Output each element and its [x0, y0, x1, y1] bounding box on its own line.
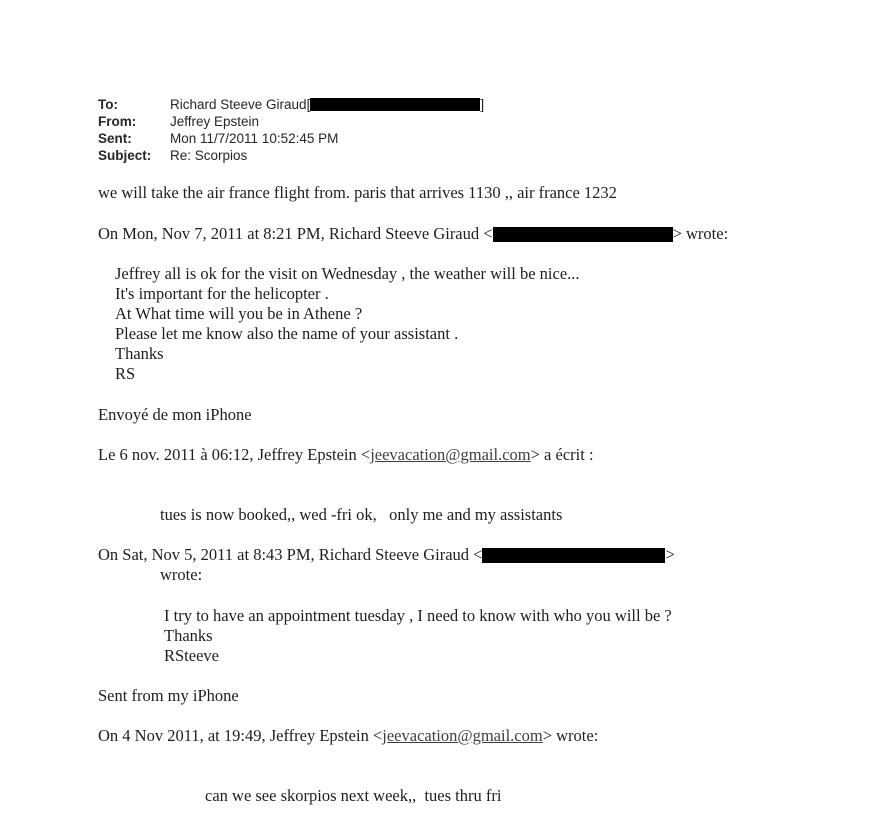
email-body	[98, 183, 850, 806]
to-value-close-bracket: ]	[480, 97, 485, 112]
sender-email-link[interactable]: jeevacation@gmail.com	[370, 445, 531, 464]
quote4-attribution	[98, 726, 850, 746]
quote3-line: I try to have an appointment tuesday , I need to know with who you will be ?	[164, 606, 672, 625]
quote3-line: RSteeve	[164, 646, 219, 665]
quote1-attribution	[98, 224, 850, 244]
quote2-attribution	[98, 445, 850, 465]
sender-email-link[interactable]: jeevacation@gmail.com	[382, 726, 543, 745]
sent-from-iphone-en: Sent from my iPhone	[98, 686, 239, 705]
message-top-line: we will take the air france flight from. paris that arrives 1130 ,, air france 1232	[98, 183, 617, 202]
quote1-attribution-post: > wrote:	[672, 224, 729, 243]
quote4-body: can we see skorpios next week,, tues thru fri	[205, 786, 502, 805]
quote3-attribution	[98, 545, 850, 565]
quote1-body	[115, 264, 850, 384]
quote2-attribution-pre: Le 6 nov. 2011 à 06:12, Jeffrey Epstein <	[98, 445, 371, 464]
quote4-attribution-post: > wrote:	[542, 726, 599, 745]
from-value: Jeffrey Epstein	[170, 114, 260, 129]
redaction-bar-quote1	[493, 227, 673, 242]
to-value	[170, 96, 484, 113]
header-row-subject	[98, 147, 850, 164]
redaction-bar-to	[310, 98, 480, 111]
header-row-to	[98, 96, 850, 113]
from-label: From:	[98, 114, 137, 129]
quote3-wrote: wrote:	[160, 565, 203, 584]
quote1-line: Jeffrey all is ok for the visit on Wednesday , the weather will be nice...	[115, 264, 580, 283]
quote1-line: At What time will you be in Athene ?	[115, 304, 363, 323]
subject-value: Re: Scorpios	[170, 148, 248, 163]
quote1-line: It's important for the helicopter .	[115, 284, 329, 303]
quote3-attribution-pre: On Sat, Nov 5, 2011 at 8:43 PM, Richard Steeve Giraud <	[98, 545, 483, 564]
sent-label: Sent:	[98, 131, 132, 146]
quote1-attribution-pre: On Mon, Nov 7, 2011 at 8:21 PM, Richard Steeve Giraud <	[98, 224, 493, 243]
to-label: To:	[98, 97, 118, 112]
quote1-line: RS	[115, 364, 136, 383]
header-row-from	[98, 113, 850, 130]
quote3-line: Thanks	[164, 626, 213, 645]
email-header	[98, 96, 850, 164]
sent-from-iphone-fr: Envoyé de mon iPhone	[98, 405, 252, 424]
sent-value: Mon 11/7/2011 10:52:45 PM	[170, 131, 339, 146]
redaction-bar-quote3	[482, 548, 665, 563]
quote3-attribution-post: >	[665, 545, 675, 564]
quote1-line: Thanks	[115, 344, 164, 363]
quote2-body: tues is now booked,, wed -fri ok, only me and my assistants	[160, 505, 563, 524]
subject-label: Subject:	[98, 148, 152, 163]
quote1-line: Please let me know also the name of your assistant .	[115, 324, 459, 343]
quote2-attribution-post: > a écrit :	[530, 445, 594, 464]
header-row-sent	[98, 130, 850, 147]
quote3-body	[164, 606, 850, 666]
to-value-text: Richard Steeve Giraud[	[170, 97, 311, 112]
quote4-attribution-pre: On 4 Nov 2011, at 19:49, Jeffrey Epstein <	[98, 726, 383, 745]
